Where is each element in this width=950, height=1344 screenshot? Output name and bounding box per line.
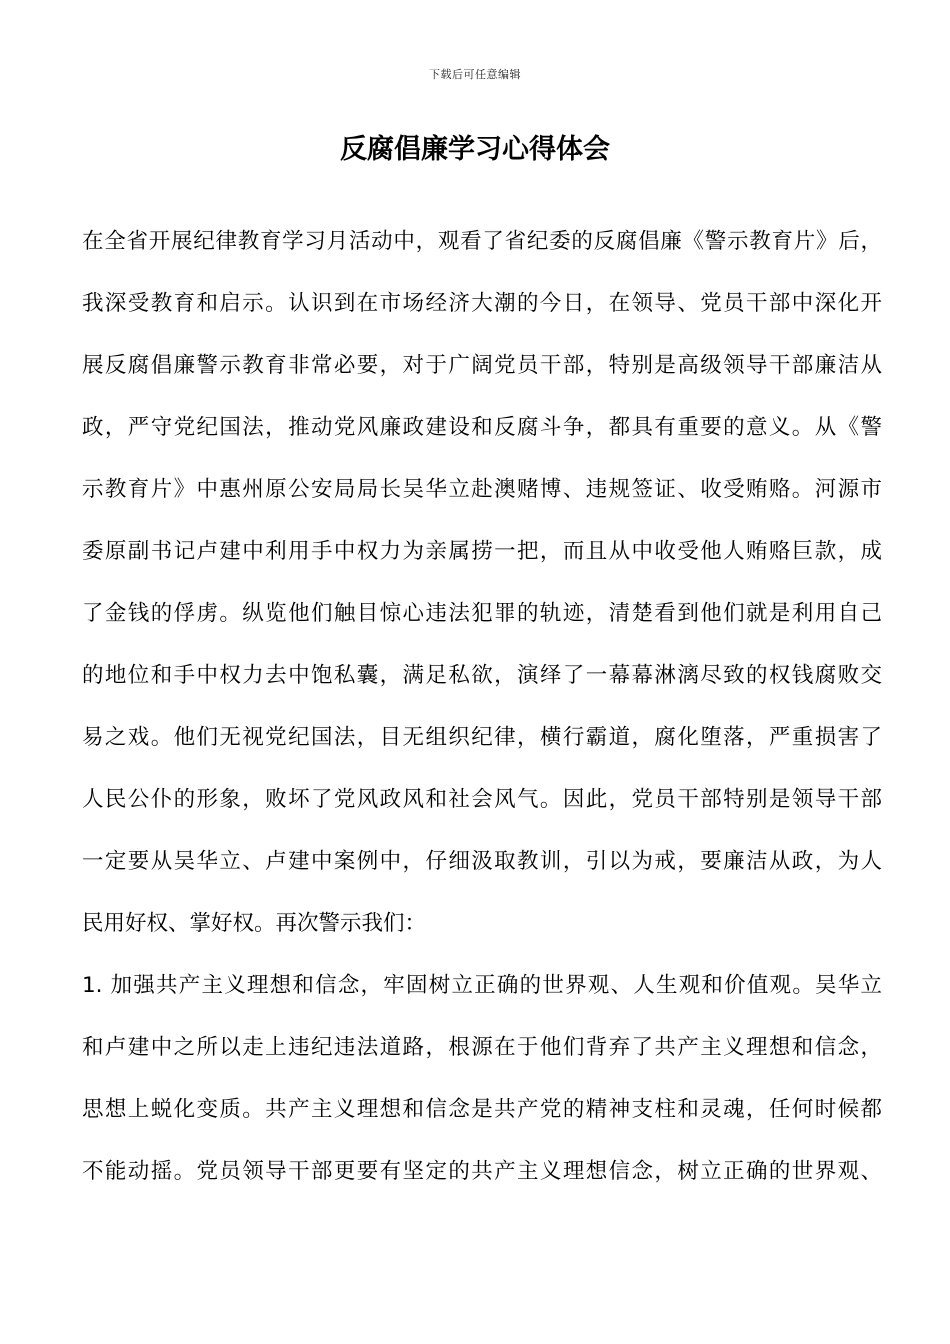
document-title: 反腐倡廉学习心得体会: [340, 134, 610, 165]
text-line: 一定要从吴华立、卢建中案例中，仔细汲取教训，引以为戒，要廉洁从政，为人: [82, 849, 882, 874]
text-line: 的地位和手中权力去中饱私囊，满足私欲，演绎了一幕幕淋漓尽致的权钱腐败交: [82, 663, 882, 688]
text-line: 政，严守党纪国法，推动党风廉政建设和反腐斗争，都具有重要的意义。从《警: [82, 415, 882, 440]
header-note: 下载后可任意编辑: [429, 68, 521, 81]
text-line: 展反腐倡廉警示教育非常必要，对于广阔党员干部，特别是高级领导干部廉洁从: [82, 353, 882, 378]
text-line: 思想上蜕化变质。共产主义理想和信念是共产党的精神支柱和灵魂，任何时候都: [82, 1097, 882, 1122]
text-line: 易之戏。他们无视党纪国法，目无组织纪律，横行霸道，腐化堕落，严重损害了: [82, 725, 882, 750]
text-line: 我深受教育和启示。认识到在市场经济大潮的今日，在领导、党员干部中深化开: [82, 291, 882, 316]
text-line: 民用好权、掌好权。再次警示我们：: [82, 911, 427, 936]
body-text: [82, 211, 882, 1203]
text-line: 人民公仆的形象，败坏了党风政风和社会风气。因此，党员干部特别是领导干部: [82, 787, 882, 812]
text-line: 委原副书记卢建中利用手中权力为亲属捞一把，而且从中收受他人贿赂巨款，成: [82, 539, 882, 564]
text-line: 示教育片》中惠州原公安局局长吴华立赴澳赌博、违规签证、收受贿赂。河源市: [82, 477, 882, 502]
text-line: 不能动摇。党员领导干部更要有坚定的共产主义理想信念，树立正确的世界观、: [82, 1159, 882, 1184]
text-line: 了金钱的俘虏。纵览他们触目惊心违法犯罪的轨迹，清楚看到他们就是利用自己: [82, 601, 882, 626]
text-line: 在全省开展纪律教育学习月活动中，观看了省纪委的反腐倡廉《警示教育片》后，: [82, 229, 882, 254]
text-line: 和卢建中之所以走上违纪违法道路，根源在于他们背弃了共产主义理想和信念，: [82, 1035, 882, 1060]
text-line: 1. 加强共产主义理想和信念，牢固树立正确的世界观、人生观和价值观。吴华立: [82, 973, 882, 998]
